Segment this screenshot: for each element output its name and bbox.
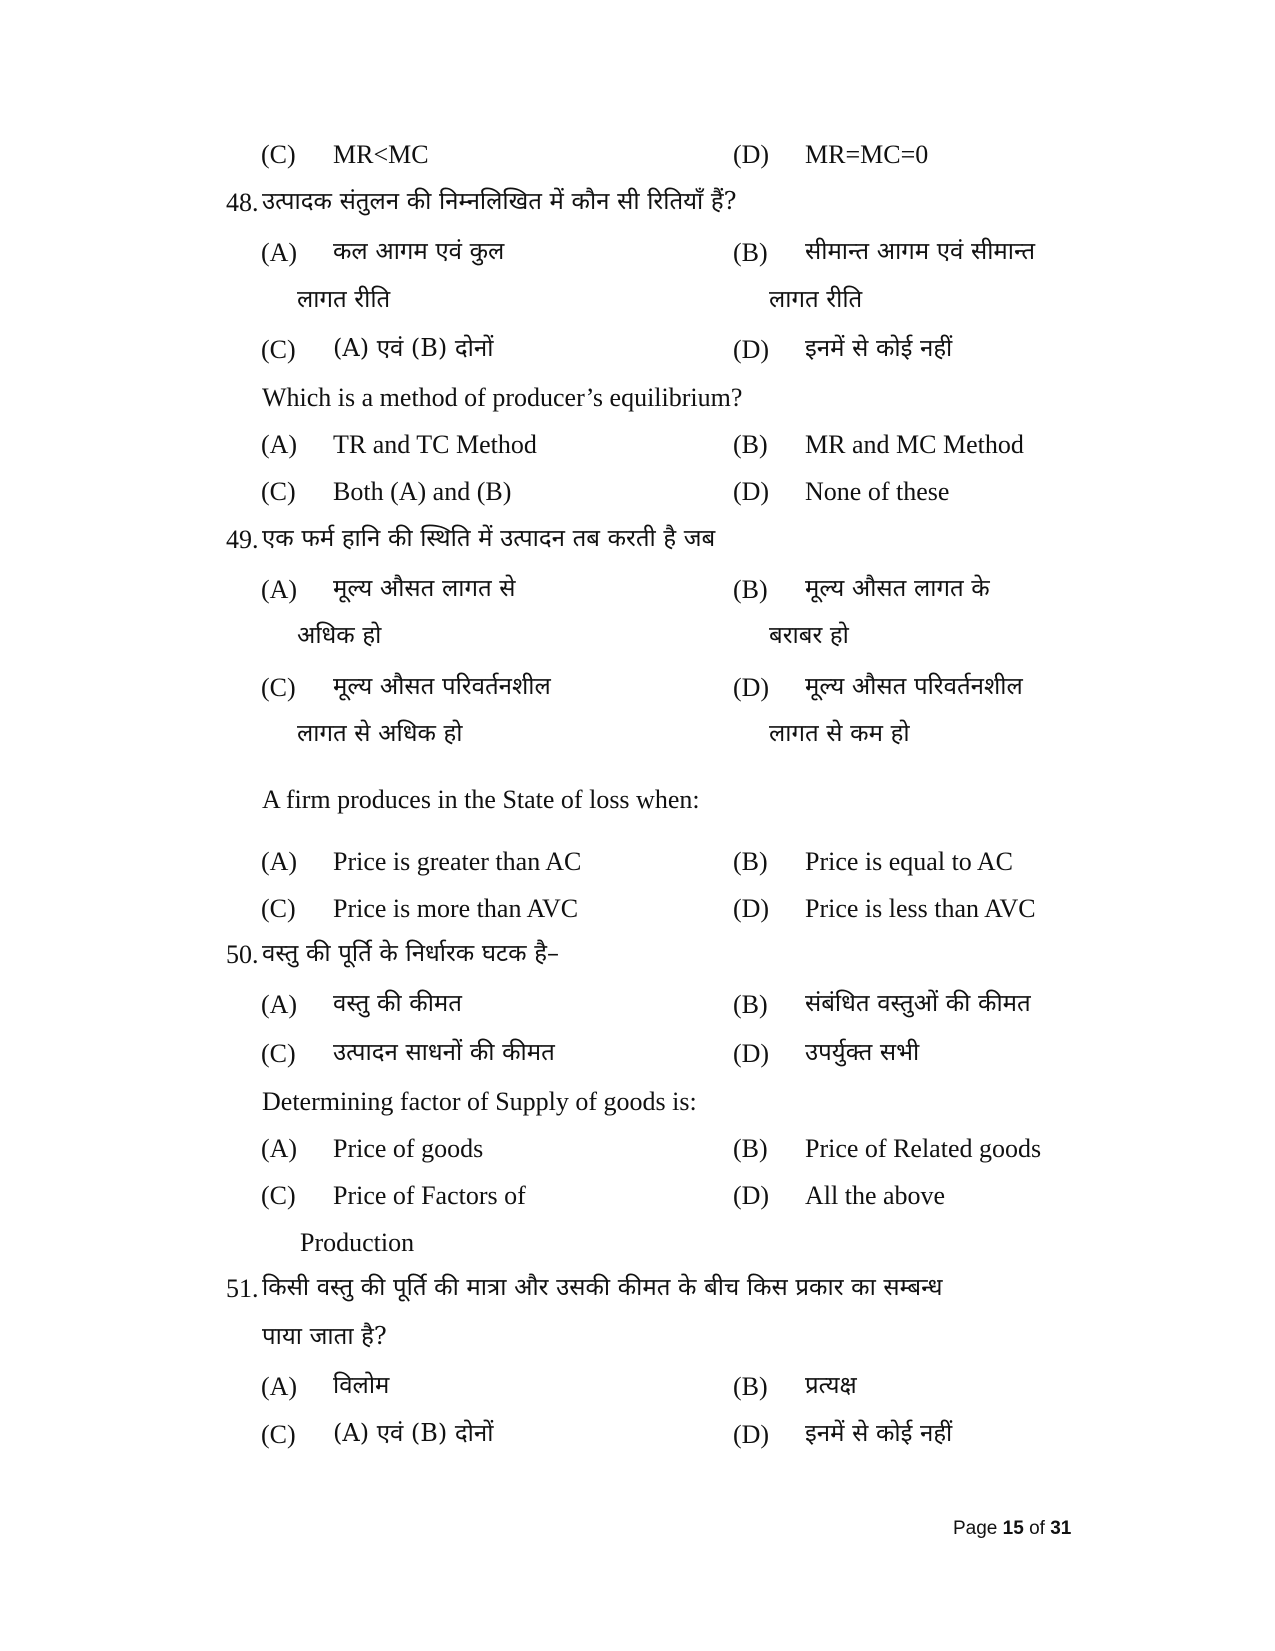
q50-hi-option-b-label: (B): [733, 990, 768, 1019]
q50-en-option-a-text: Price of goods: [333, 1134, 484, 1163]
q48-hi-option-d-text: इनमें से कोई नहीं: [805, 334, 953, 362]
q50-english-question: Determining factor of Supply of goods is:: [262, 1087, 697, 1116]
q48-hi-option-b-line2: लागत रीति: [769, 285, 863, 313]
q50-hi-option-d-text: उपर्युक्त सभी: [805, 1038, 920, 1066]
q49-hindi-question: एक फर्म हानि की स्थिति में उत्पादन तब करती है जब: [262, 524, 716, 552]
q49-en-option-d-label: (D): [733, 894, 770, 923]
q49-hi-option-c-line1: मूल्य औसत परिवर्तनशील: [333, 672, 551, 700]
q50-hi-option-d-label: (D): [733, 1039, 770, 1068]
q49-hi-option-a-line1: मूल्य औसत लागत से: [333, 574, 516, 602]
q51-hi-option-b-label: (B): [733, 1372, 768, 1401]
q48-hindi-question: उत्पादक संतुलन की निम्नलिखित में कौन सी रितियाँ हैं?: [262, 187, 737, 215]
q50-hi-option-b-text: संबंधित वस्तुओं की कीमत: [805, 989, 1031, 1017]
footer-page-total: 31: [1050, 1518, 1072, 1539]
q50-en-option-c-line1: Price of Factors of: [333, 1181, 526, 1210]
q48-hi-option-d-label: (D): [733, 335, 770, 364]
q49-en-option-c-text: Price is more than AVC: [333, 894, 579, 923]
q48-en-option-a-label: (A): [261, 430, 298, 459]
footer-page-word: Page: [953, 1518, 998, 1539]
q51-number: 51.: [226, 1274, 259, 1303]
q50-hi-option-c-label: (C): [261, 1039, 296, 1068]
q48-en-option-c-text: Both (A) and (B): [333, 477, 512, 506]
q48-en-option-b-label: (B): [733, 430, 768, 459]
q50-hi-option-a-label: (A): [261, 990, 298, 1019]
q50-hi-option-c-text: उत्पादन साधनों की कीमत: [333, 1038, 555, 1066]
q51-hi-option-a-label: (A): [261, 1372, 298, 1401]
q50-hindi-question: वस्तु की पूर्ति के निर्धारक घटक है–: [262, 939, 559, 967]
q49-hi-option-d-line1: मूल्य औसत परिवर्तनशील: [805, 672, 1023, 700]
q50-en-option-a-label: (A): [261, 1134, 298, 1163]
q49-en-option-b-label: (B): [733, 847, 768, 876]
q48-en-option-d-text: None of these: [805, 477, 950, 506]
q50-en-option-b-label: (B): [733, 1134, 768, 1163]
q49-hi-option-b-line2: बराबर हो: [769, 621, 849, 649]
q50-en-option-c-label: (C): [261, 1181, 296, 1210]
q51-hindi-question-line2: पाया जाता है?: [262, 1322, 387, 1350]
q49-en-option-a-text: Price is greater than AC: [333, 847, 582, 876]
footer-page-number: 15: [1002, 1518, 1024, 1539]
q50-number: 50.: [226, 940, 259, 969]
q49-hi-option-b-line1: मूल्य औसत लागत के: [805, 574, 990, 602]
q49-hi-option-d-label: (D): [733, 673, 770, 702]
q50-en-option-d-label: (D): [733, 1181, 770, 1210]
q49-hi-option-d-line2: लागत से कम हो: [769, 719, 910, 747]
q49-en-option-c-label: (C): [261, 894, 296, 923]
q50-en-option-d-text: All the above: [805, 1181, 946, 1210]
q51-hindi-question-line1: किसी वस्तु की पूर्ति की मात्रा और उसकी कीमत के बीच किस प्रकार का सम्बन्ध: [262, 1273, 943, 1301]
q48-hi-option-a-label: (A): [261, 238, 298, 267]
q49-hi-option-c-label: (C): [261, 673, 296, 702]
q50-hi-option-a-text: वस्तु की कीमत: [333, 989, 462, 1017]
q48-en-option-b-text: MR and MC Method: [805, 430, 1024, 459]
q48-hi-option-c-label: (C): [261, 335, 296, 364]
q49-english-question: A firm produces in the State of loss when:: [262, 785, 700, 814]
q48-hi-option-b-line1: सीमान्त आगम एवं सीमान्त: [805, 237, 1036, 265]
q49-hi-option-b-label: (B): [733, 575, 768, 604]
q51-hi-option-b-text: प्रत्यक्ष: [805, 1371, 857, 1399]
q48-hi-option-a-line1: कल आगम एवं कुल: [333, 237, 505, 265]
q49-en-option-d-text: Price is less than AVC: [805, 894, 1036, 923]
q51-hi-option-a-text: विलोम: [333, 1371, 390, 1399]
q51-hi-option-c-text: (A) एवं (B) दोनों: [333, 1419, 494, 1447]
q48-hi-option-a-line2: लागत रीति: [297, 285, 391, 313]
page-footer: [953, 1518, 1071, 1540]
q47-option-d-text: MR=MC=0: [805, 140, 929, 169]
q50-en-option-b-text: Price of Related goods: [805, 1134, 1042, 1163]
q48-en-option-c-label: (C): [261, 477, 296, 506]
q48-hi-option-c-text: (A) एवं (B) दोनों: [333, 334, 494, 362]
q48-english-question: Which is a method of producer’s equilibrium?: [262, 383, 743, 412]
q49-en-option-b-text: Price is equal to AC: [805, 847, 1013, 876]
q51-hi-option-d-label: (D): [733, 1420, 770, 1449]
q48-number: 48.: [226, 188, 259, 217]
q49-en-option-a-label: (A): [261, 847, 298, 876]
q47-option-d-label: (D): [733, 140, 770, 169]
q49-hi-option-c-line2: लागत से अधिक हो: [297, 719, 463, 747]
q51-hi-option-c-label: (C): [261, 1420, 296, 1449]
q47-option-c-text: MR<MC: [333, 140, 429, 169]
q48-en-option-a-text: TR and TC Method: [333, 430, 537, 459]
q49-hi-option-a-label: (A): [261, 575, 298, 604]
footer-of-word: of: [1029, 1518, 1045, 1539]
q48-hi-option-b-label: (B): [733, 238, 768, 267]
q48-en-option-d-label: (D): [733, 477, 770, 506]
q49-number: 49.: [226, 525, 259, 554]
q51-hi-option-d-text: इनमें से कोई नहीं: [805, 1419, 953, 1447]
q47-option-c-label: (C): [261, 140, 296, 169]
q49-hi-option-a-line2: अधिक हो: [297, 621, 382, 649]
q50-en-option-c-line2: Production: [300, 1228, 415, 1257]
